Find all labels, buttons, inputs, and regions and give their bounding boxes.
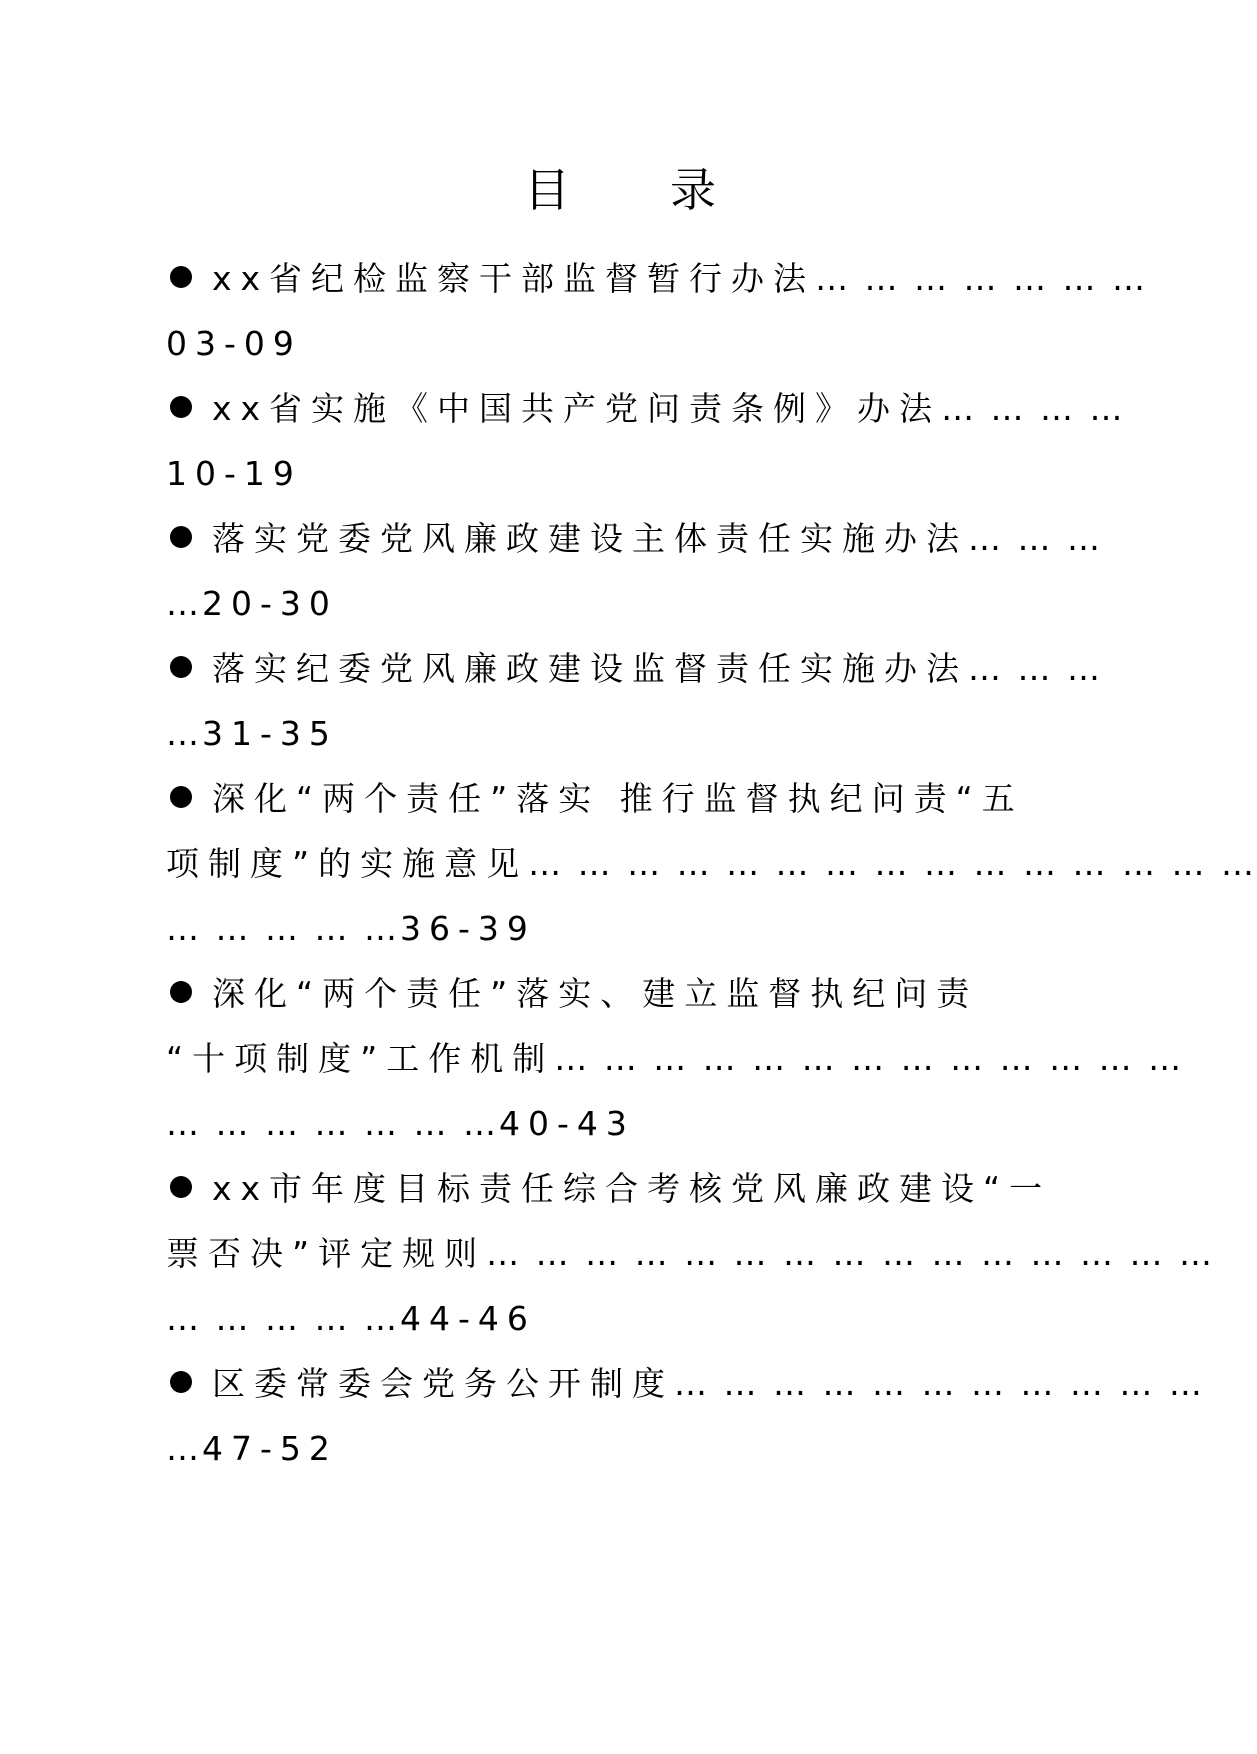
toc-entry[interactable] bbox=[166, 506, 1116, 636]
toc-entry-title: 深化“两个责任”落实 推行监督执纪问责“五 bbox=[212, 779, 1024, 818]
toc-leader-dots: … … … … … … … bbox=[166, 1104, 499, 1143]
toc-leader-dots: … bbox=[166, 1429, 202, 1468]
toc-entry-line bbox=[166, 766, 1116, 831]
bullet-icon bbox=[170, 1371, 192, 1393]
toc-page-range: 10-19 bbox=[166, 454, 302, 493]
toc-entry-line bbox=[166, 1351, 1205, 1416]
toc-page-range: 20-30 bbox=[202, 584, 338, 623]
toc-leader-dots: … … … bbox=[968, 649, 1103, 688]
toc-entry-title: 落实纪委党风廉政建设监督责任实施办法 bbox=[212, 649, 968, 688]
toc-page-range: 03-09 bbox=[166, 324, 302, 363]
toc-entry-line bbox=[166, 441, 1116, 506]
toc-leader-dots: … … … … … … … … … … … … … bbox=[554, 1039, 1185, 1078]
toc-entry-title: xx省实施《中国共产党问责条例》办法 bbox=[212, 389, 942, 428]
toc-entry-line bbox=[166, 896, 1116, 961]
toc-page-range: 40-43 bbox=[498, 1104, 635, 1143]
toc-entry[interactable] bbox=[166, 636, 1116, 766]
toc-entry-title: 落实党委党风廉政建设主体责任实施办法 bbox=[212, 519, 968, 558]
bullet-icon bbox=[170, 1176, 192, 1198]
toc-leader-dots: … … … … … … … … … … … … … … … bbox=[486, 1234, 1215, 1273]
toc-entry-line bbox=[166, 571, 1116, 636]
toc-leader-dots: … … … … … bbox=[166, 1299, 400, 1338]
toc-leader-dots: … … … bbox=[968, 519, 1103, 558]
toc-leader-dots: … … … … … … … … … … … … … … … bbox=[528, 844, 1257, 883]
toc-entry-line bbox=[166, 1221, 1215, 1286]
bullet-icon bbox=[170, 396, 192, 418]
toc-leader-dots: … … … … … … … bbox=[815, 259, 1149, 298]
toc-entry[interactable] bbox=[166, 1156, 1215, 1351]
toc-entry-title: 深化“两个责任”落实、建立监督执纪问责 bbox=[212, 974, 979, 1013]
toc-entry-title: xx省纪检监察干部监督暂行办法 bbox=[212, 259, 816, 298]
toc-entry[interactable] bbox=[166, 766, 1257, 961]
toc-entry-line bbox=[166, 636, 1116, 701]
toc-page-range: 31-35 bbox=[202, 714, 338, 753]
toc-entry-line bbox=[166, 246, 1149, 311]
toc-entry-title: xx市年度目标责任综合考核党风廉政建设“一 bbox=[212, 1169, 1052, 1208]
toc-entry-line bbox=[166, 311, 1116, 376]
bullet-icon bbox=[170, 656, 192, 678]
title-char-2: 录 bbox=[670, 163, 716, 217]
title-char-1: 目 bbox=[524, 163, 570, 217]
toc-leader-dots: … bbox=[166, 714, 202, 753]
bullet-icon bbox=[170, 981, 192, 1003]
toc-entry-title: “十项制度”工作机制 bbox=[166, 1039, 555, 1078]
toc-leader-dots: … … … … … … … … … … … bbox=[674, 1364, 1205, 1403]
toc-entry-line bbox=[166, 376, 1126, 441]
toc-page-range: 44-46 bbox=[399, 1299, 536, 1338]
toc-entry-line bbox=[166, 1156, 1116, 1221]
toc-leader-dots: … … … … … bbox=[166, 909, 400, 948]
toc-entry-line bbox=[166, 506, 1116, 571]
table-of-contents bbox=[166, 246, 1257, 1481]
toc-entry[interactable] bbox=[166, 961, 1185, 1156]
toc-entry-title: 项制度”的实施意见 bbox=[166, 844, 529, 883]
toc-entry-title: 区委常委会党务公开制度 bbox=[212, 1364, 674, 1403]
toc-entry-line bbox=[166, 701, 1116, 766]
toc-entry-line bbox=[166, 831, 1257, 896]
toc-entry-line bbox=[166, 1091, 1116, 1156]
toc-entry-line bbox=[166, 1286, 1116, 1351]
toc-entry-line bbox=[166, 961, 1116, 1026]
page-title bbox=[0, 160, 1240, 220]
toc-entry[interactable] bbox=[166, 246, 1149, 376]
toc-entry-line bbox=[166, 1416, 1116, 1481]
toc-entry-title: 票否决”评定规则 bbox=[166, 1234, 487, 1273]
toc-page-range: 36-39 bbox=[399, 909, 536, 948]
bullet-icon bbox=[170, 266, 192, 288]
toc-entry[interactable] bbox=[166, 376, 1126, 506]
bullet-icon bbox=[170, 526, 192, 548]
toc-page-range: 47-52 bbox=[202, 1429, 338, 1468]
toc-entry[interactable] bbox=[166, 1351, 1205, 1481]
bullet-icon bbox=[170, 786, 192, 808]
toc-leader-dots: … … … … bbox=[941, 389, 1126, 428]
toc-leader-dots: … bbox=[166, 584, 202, 623]
toc-entry-line bbox=[166, 1026, 1185, 1091]
